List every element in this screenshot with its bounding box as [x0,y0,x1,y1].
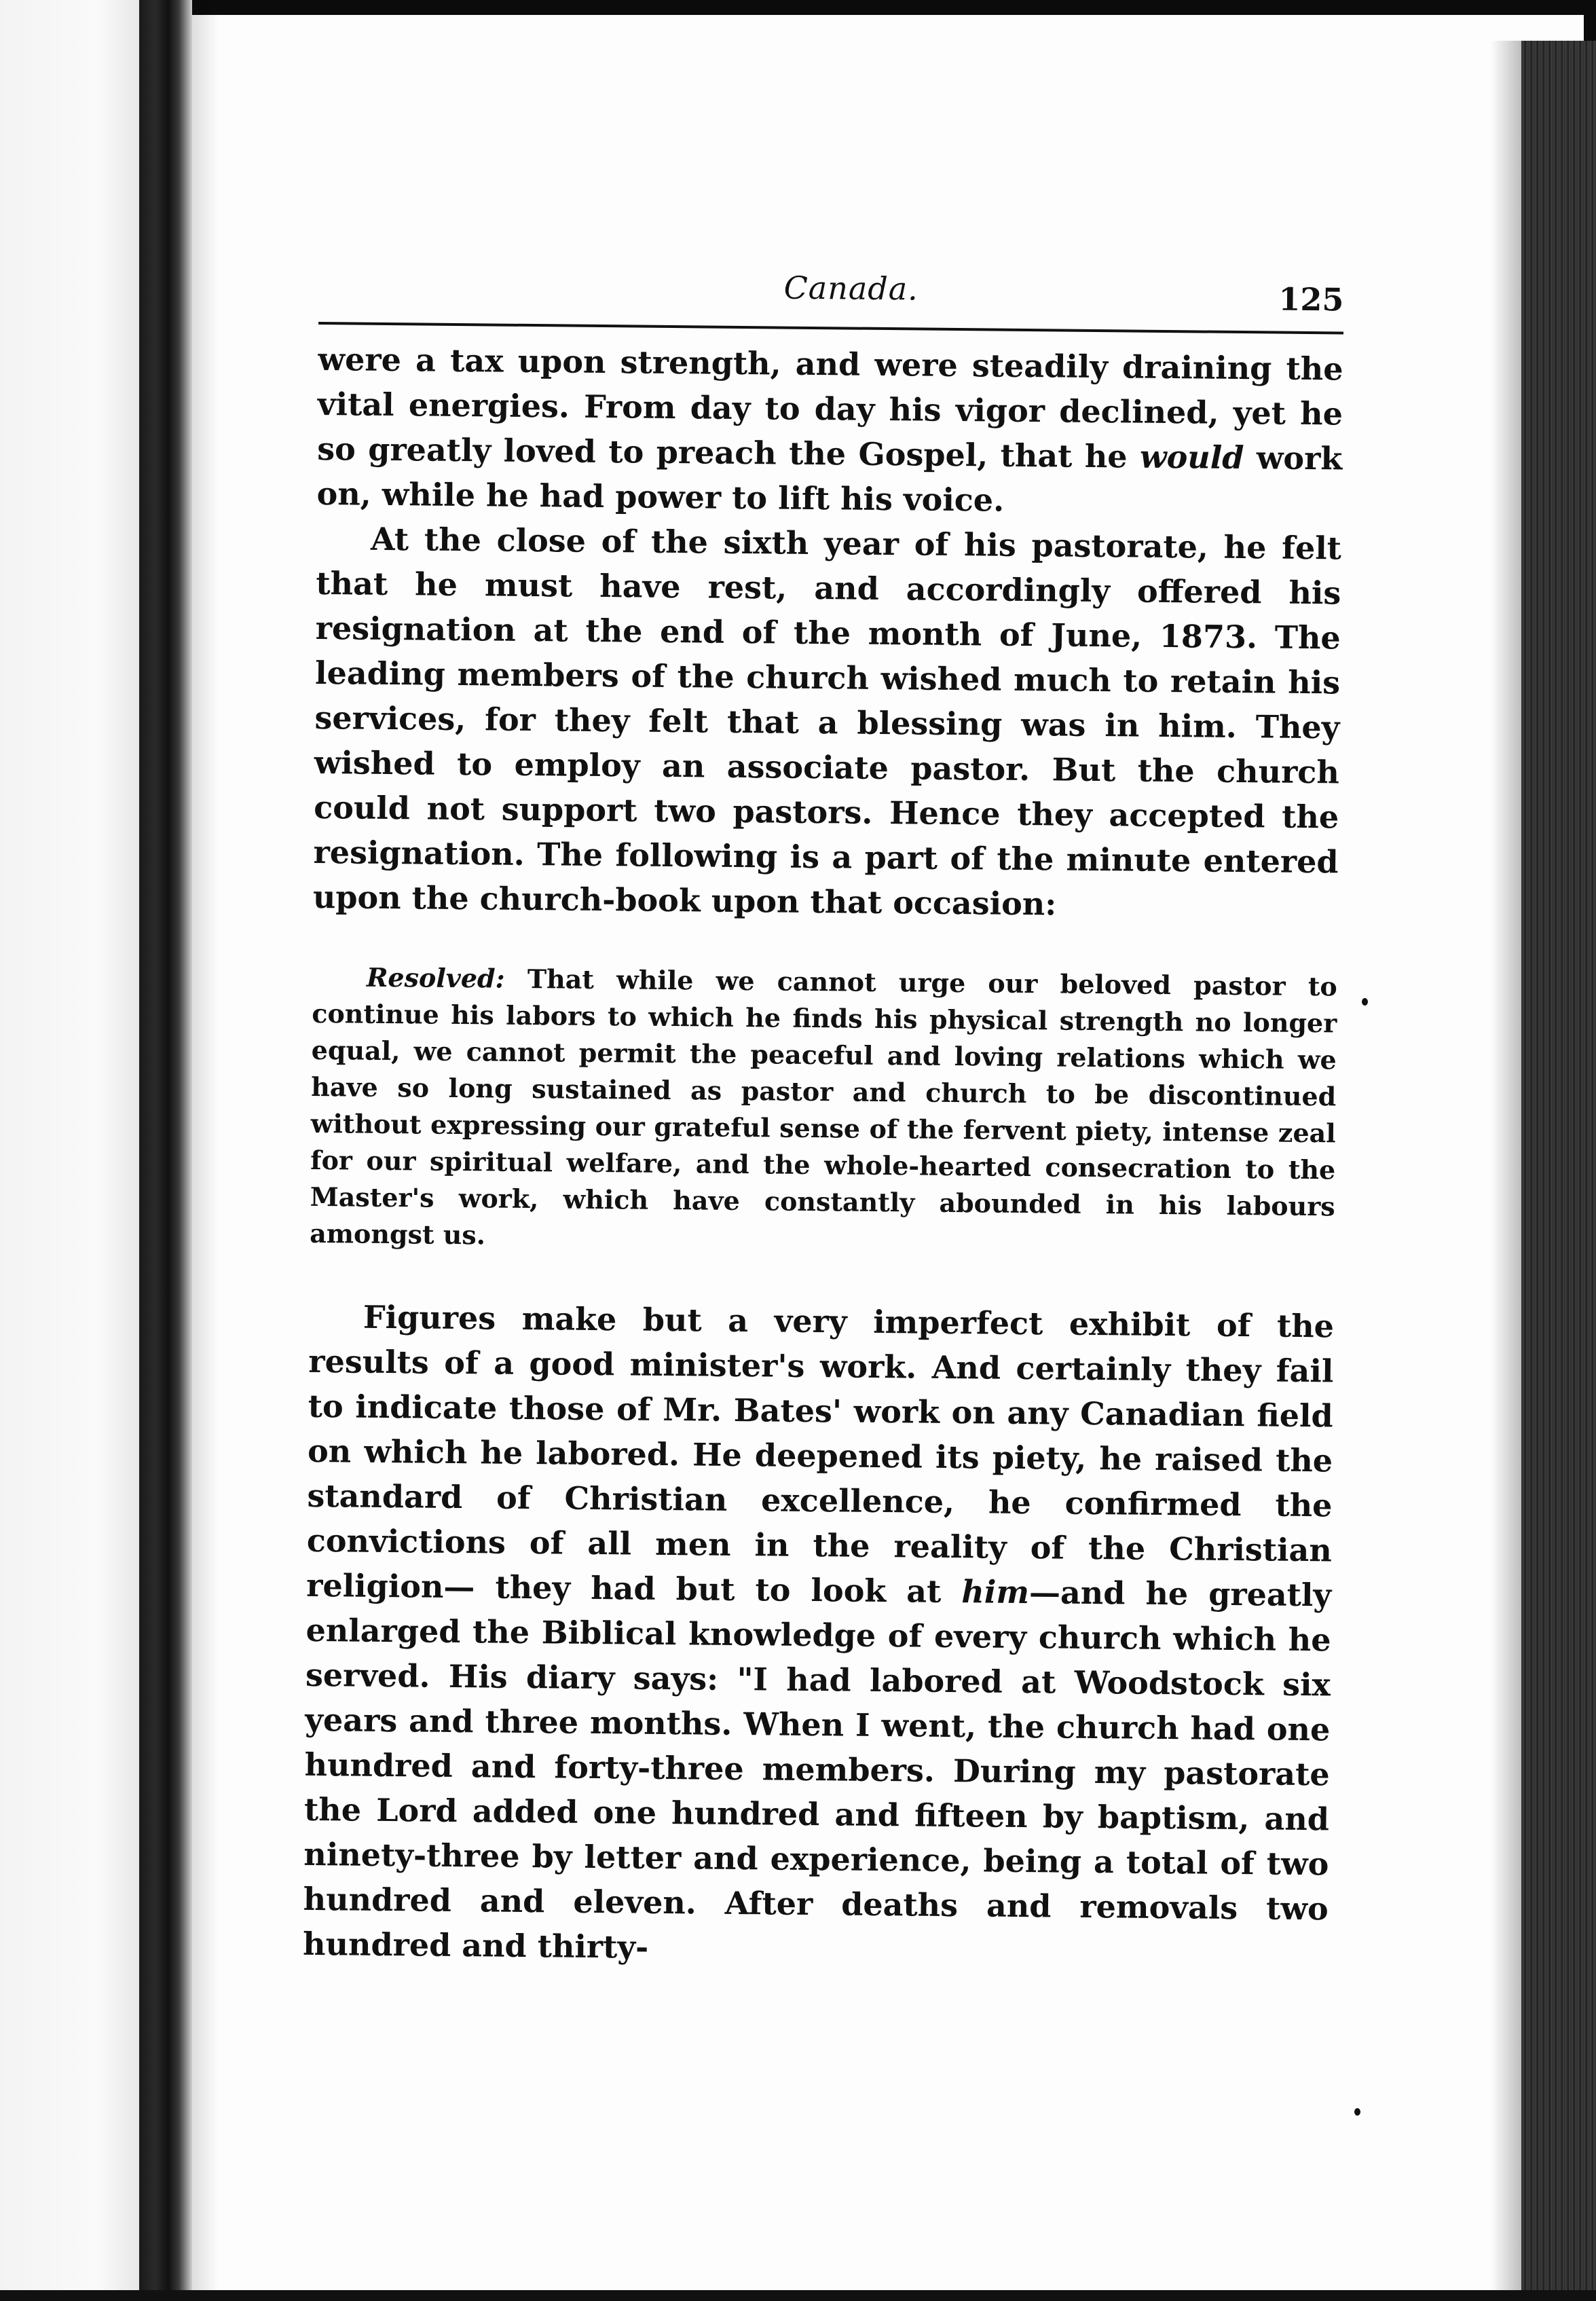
emphasis-would: would [1139,438,1244,477]
page-content [303,258,1344,1976]
paragraph-3-text: Figures make but a very imperfect exhibit of the results of a good minister's work. And certainly they fail to indicate those of Mr. Bates' work on any Canadian field on which he labored. He deepened its piety, he raised the standard of Christian excellence, he confirmed the convictions of all men in the reality of the Christian religion— they had but to look at [305,1298,1335,1610]
paragraph-resignation: At the close of the sixth year of his pastorate, he felt that he must have rest, and accordingly offered his resignation at the end of the month of June, 1873. The leading members of the church wished much to retain his services, for they felt that a blessing was in him. They wished to employ an associate pastor. But the church could not support two pastors. Hence they accepted the resignation. The following is a part of the minute entered upon the church-book upon that occasion: [312,520,1342,923]
page-edge-shadow [1491,41,1521,2301]
book-spine [139,0,192,2301]
ink-speck [1354,2108,1360,2116]
page-header [318,258,1344,329]
running-head: Canada. [783,269,919,308]
resolution-quote [310,959,1337,1262]
paragraph-1-end: work on, while he had power to lift his voice. [316,439,1343,519]
resolution-lead: Resolved: [366,961,505,994]
ink-speck [1362,998,1368,1006]
paragraph-figures [303,1294,1334,1976]
previous-page-edge [0,0,139,2301]
spine-shadow [192,0,219,2301]
emphasis-him: him [961,1573,1030,1611]
scan-border-bottom [0,2290,1596,2301]
paragraph-3-continued: —and he greatly enlarged the Biblical knowledge of every church which he served. His diary says: "I had labored at Woodstock six years and three months. When I went, the church had one hundred and forty-three members. During my pastorate the Lord added one hundred and fifteen by baptism, and ninety-three by letter and experience, being a total of two hundred and eleven. After deaths and removals two hundred and thirty- [302,1574,1332,1966]
scan-border-corner [1584,0,1596,41]
page-number: 125 [1278,280,1344,318]
stacked-pages-edge [1521,41,1596,2301]
scan-border-top [0,0,1596,15]
paragraph-1-text: were a tax upon strength, and were steadily draining the vital energies. From day to day his vigor declined, yet he so greatly loved to preach the Gospel, that he [317,340,1343,475]
resolution-text: That while we cannot urge our beloved pastor to continue his labors to which he finds his physical strength no longer equal, we cannot permit the peaceful and loving relations which we have so long sustained as pastor and church to be discontinued without expressing our grateful sense of the fervent piety, intense zeal for our spiritual welfare, and the whole-hearted consecration to the Master's work, which have constantly abounded in his labours amongst us. [309,963,1337,1251]
paragraph-continuation [316,337,1343,526]
